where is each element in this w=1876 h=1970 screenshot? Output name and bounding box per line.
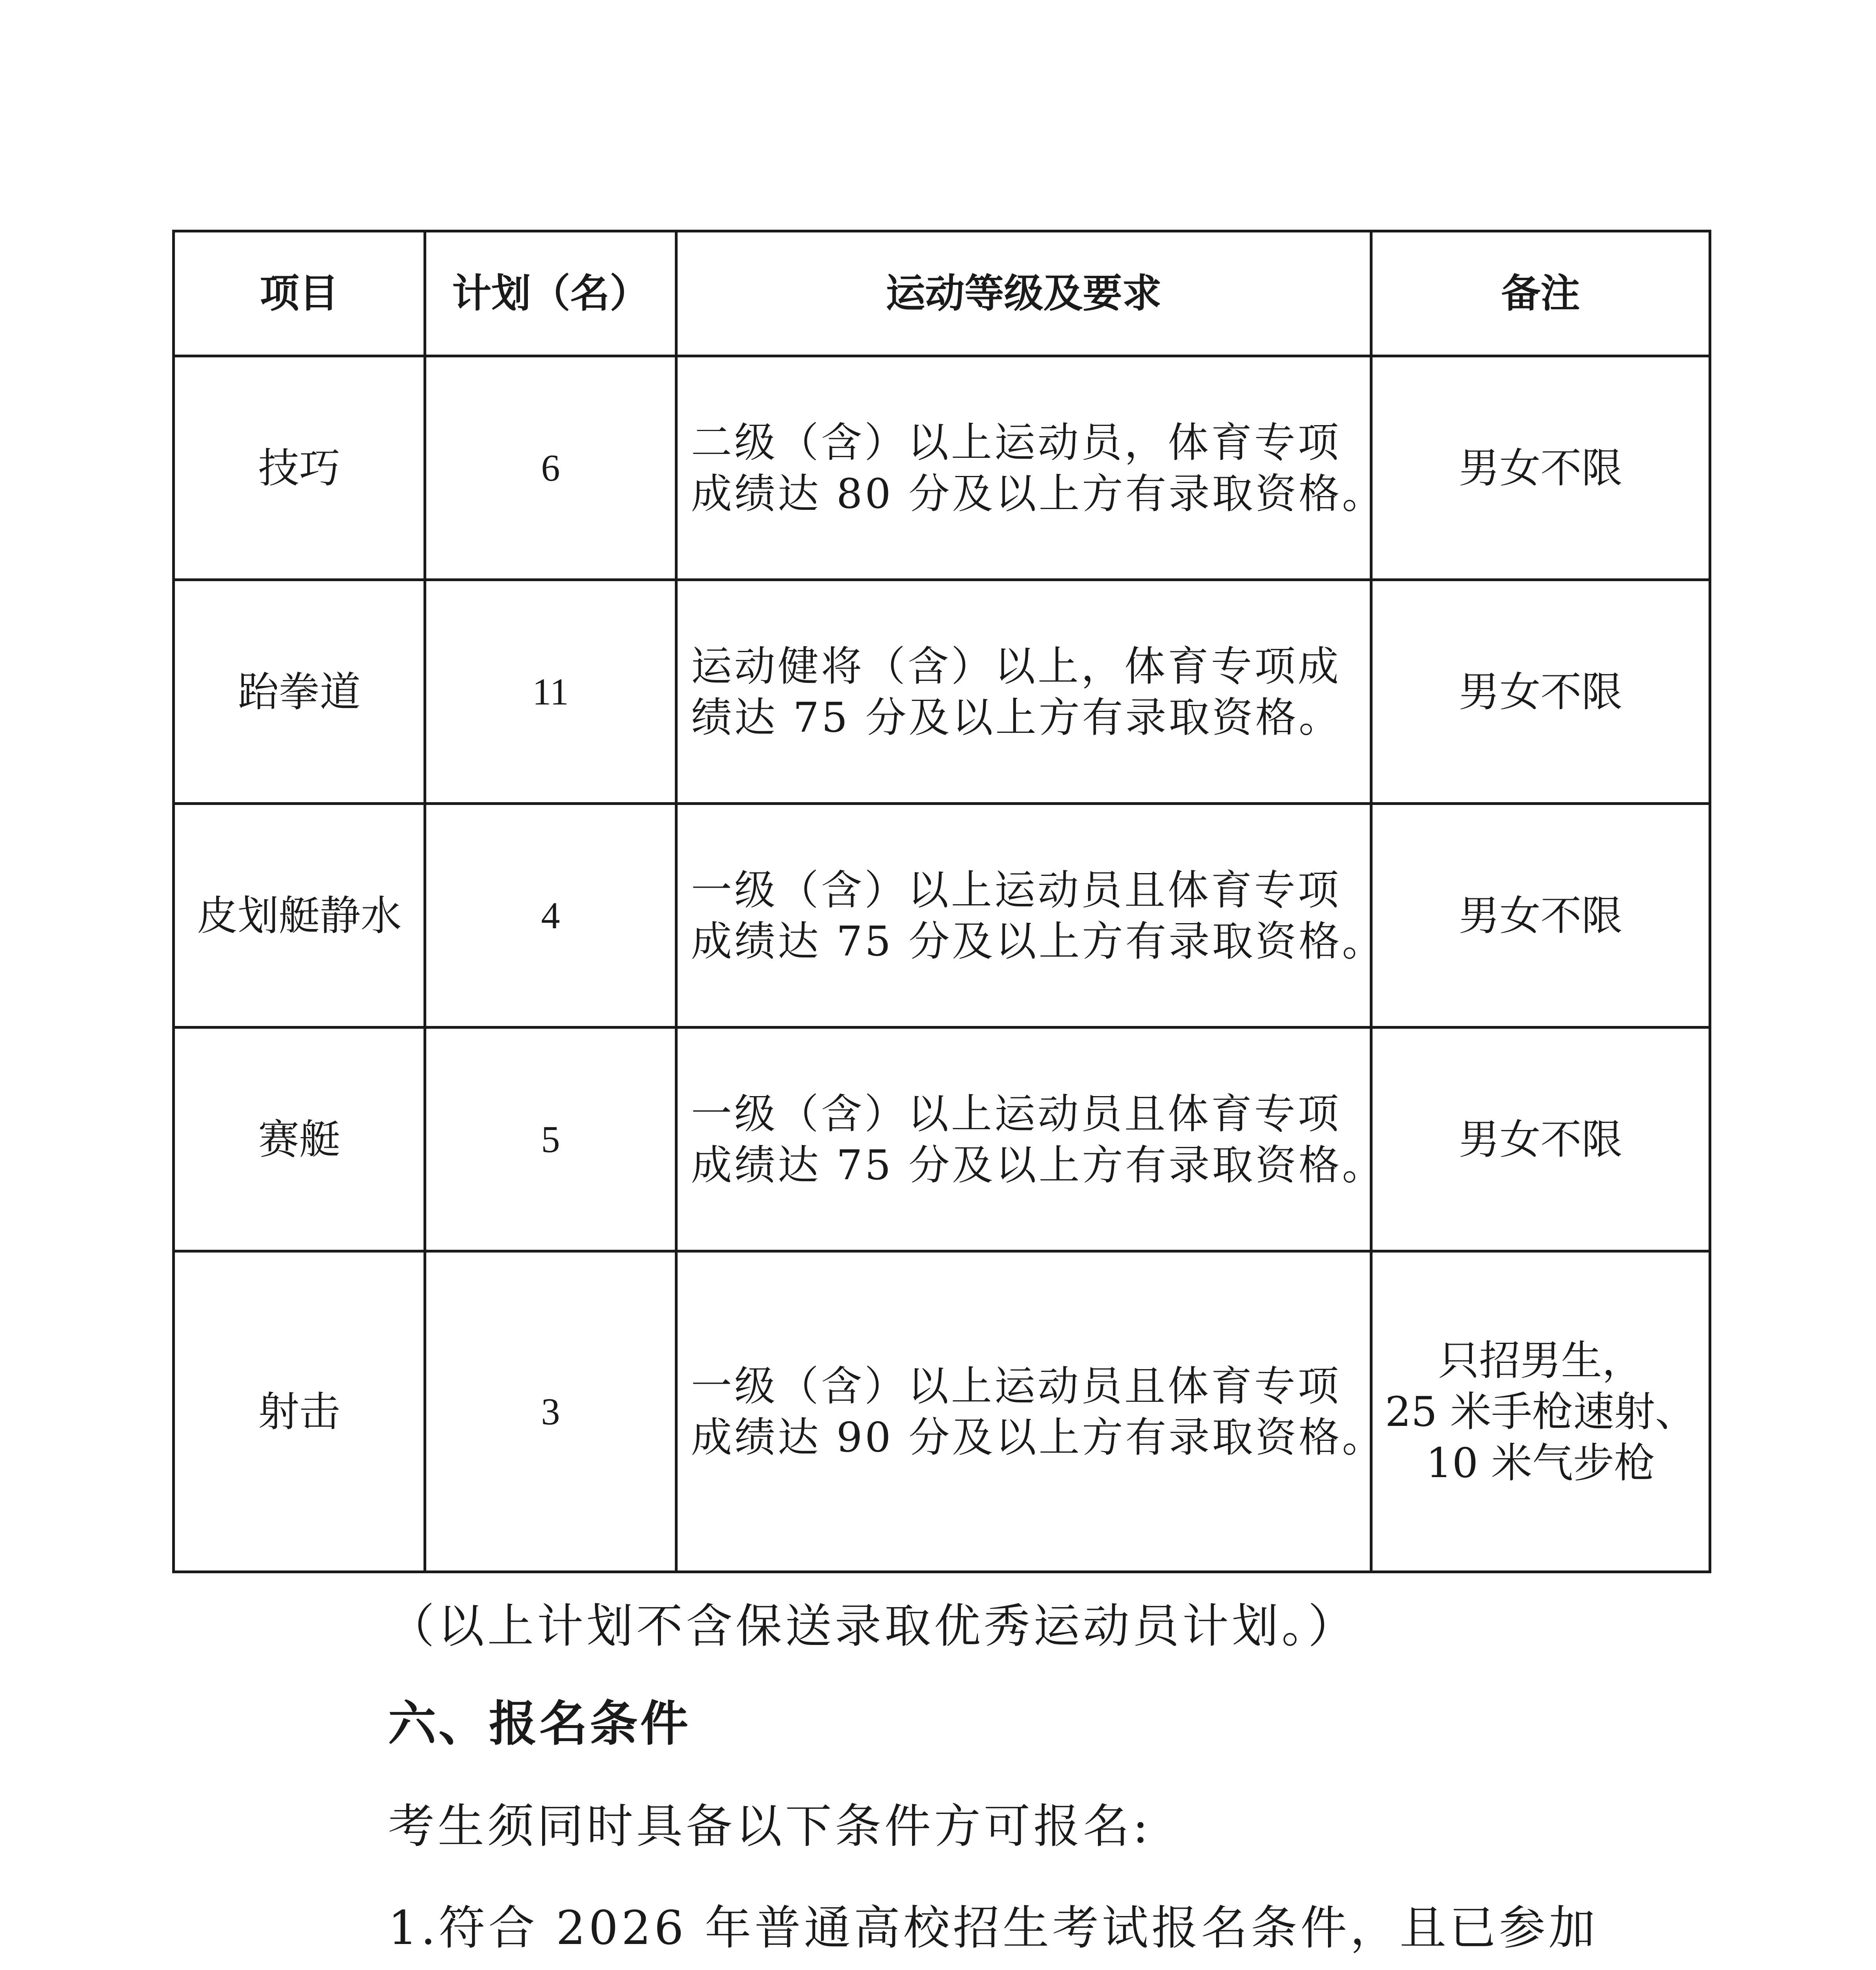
note-line: 只招男生， bbox=[1438, 1336, 1643, 1385]
cell-note bbox=[1371, 804, 1710, 1028]
cell-requirement bbox=[676, 356, 1386, 580]
cell-requirement bbox=[676, 1028, 1386, 1251]
note-line: 男女不限 bbox=[1458, 444, 1623, 492]
cell-plan: 11 bbox=[425, 580, 676, 804]
cell-requirement bbox=[676, 1251, 1386, 1572]
cell-note bbox=[1371, 356, 1710, 580]
table-footnote: （以上计划不含保送录取优秀运动员计划。） bbox=[388, 1599, 1358, 1653]
cell-item: 跆拳道 bbox=[174, 580, 425, 804]
enrollment-plan-table bbox=[172, 230, 1711, 1573]
requirement-line: 成绩达 90 分及以上方有录取资格。 bbox=[691, 1413, 1386, 1461]
table-row bbox=[174, 356, 1710, 580]
table-row bbox=[174, 580, 1710, 804]
requirement-line: 成绩达 80 分及以上方有录取资格。 bbox=[691, 469, 1386, 518]
requirement-line: 一级（含）以上运动员且体育专项 bbox=[691, 866, 1341, 914]
note-line: 男女不限 bbox=[1458, 1115, 1623, 1163]
cell-note bbox=[1371, 1028, 1710, 1251]
header-note: 备注 bbox=[1371, 231, 1710, 356]
note-line: 男女不限 bbox=[1458, 891, 1623, 940]
cell-plan: 4 bbox=[425, 804, 676, 1028]
requirement-line: 成绩达 75 分及以上方有录取资格。 bbox=[691, 917, 1386, 965]
section-heading: 六、报名条件 bbox=[388, 1696, 691, 1752]
requirement-line: 一级（含）以上运动员且体育专项 bbox=[691, 1362, 1341, 1410]
note-line: 男女不限 bbox=[1458, 667, 1623, 716]
requirement-line: 绩达 75 分及以上方有录取资格。 bbox=[691, 693, 1342, 742]
note-line: 10 米气步枪 bbox=[1426, 1438, 1655, 1487]
table-header-row bbox=[174, 231, 1710, 356]
note-line: 25 米手枪速射、 bbox=[1385, 1387, 1696, 1436]
requirement-line: 成绩达 75 分及以上方有录取资格。 bbox=[691, 1141, 1386, 1189]
cell-note bbox=[1371, 580, 1710, 804]
header-plan: 计划（名） bbox=[425, 231, 676, 356]
table-row bbox=[174, 1028, 1710, 1251]
cell-requirement bbox=[676, 804, 1386, 1028]
cell-plan: 3 bbox=[425, 1251, 676, 1572]
intro-paragraph: 考生须同时具备以下条件方可报名: bbox=[388, 1799, 1152, 1853]
requirement-line: 二级（含）以上运动员，体育专项 bbox=[691, 418, 1341, 466]
cell-plan: 5 bbox=[425, 1028, 676, 1251]
cell-item: 皮划艇静水 bbox=[174, 804, 425, 1028]
table-row bbox=[174, 1251, 1710, 1572]
cell-note bbox=[1371, 1251, 1710, 1572]
cell-item: 赛艇 bbox=[174, 1028, 425, 1251]
header-item: 项目 bbox=[174, 231, 425, 356]
requirement-line: 一级（含）以上运动员且体育专项 bbox=[691, 1089, 1341, 1138]
table-row bbox=[174, 804, 1710, 1028]
requirement-line: 运动健将（含）以上，体育专项成 bbox=[691, 642, 1341, 690]
header-requirement: 运动等级及要求 bbox=[676, 231, 1371, 356]
cell-item: 射击 bbox=[174, 1251, 425, 1572]
cell-plan: 6 bbox=[425, 356, 676, 580]
cell-item: 技巧 bbox=[174, 356, 425, 580]
condition-1-line-1: 1.符合 2026 年普通高校招生考试报名条件，且已参加 bbox=[388, 1901, 1598, 1955]
cell-requirement bbox=[676, 580, 1371, 804]
